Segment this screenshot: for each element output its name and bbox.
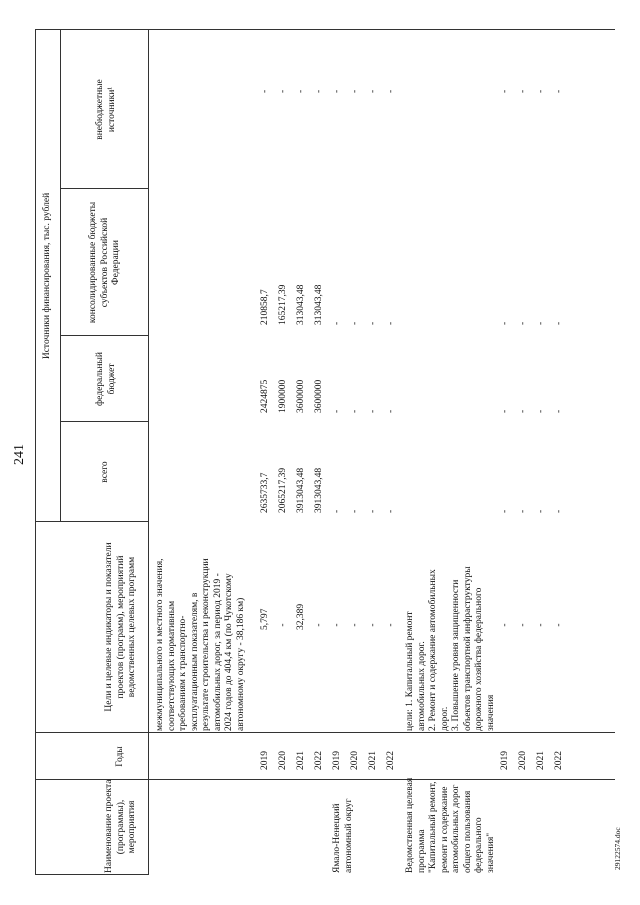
header-funding-sources: Источники финансирования, тыс. рублей — [42, 192, 52, 360]
program-goals: значения — [485, 694, 496, 731]
row-program-2022-extrabudget: - — [554, 89, 564, 93]
header-goals-indicators: ведомственных целевых программ — [127, 556, 137, 698]
row-yamal-2019-total: - — [332, 509, 342, 513]
header-federal-budget: бюджет — [106, 363, 117, 395]
header-regional-budgets: Федерации — [111, 240, 121, 285]
row-program-2021-regional: - — [536, 321, 546, 325]
row-yamal-2022-extrabudget: - — [386, 89, 396, 93]
header-left-border — [35, 874, 148, 875]
program-name: программа — [416, 829, 427, 873]
program-goals: автомобильных дорог. — [416, 641, 427, 731]
row-program-2022-federal: - — [554, 409, 564, 413]
program-goals: объектов транспортной инфраструктуры — [462, 566, 473, 731]
row-program-2020-regional: - — [518, 321, 528, 325]
row-block1-2022-federal: 3600000 — [314, 379, 324, 413]
sources-subheader-divider — [60, 30, 61, 522]
header-federal-budget: федеральный — [95, 352, 105, 406]
row-block1-2019-federal: 2424875 — [260, 379, 270, 413]
row-block1-2020-year: 2020 — [278, 751, 288, 770]
table-right-border — [35, 29, 615, 30]
program-name: значения" — [485, 832, 496, 873]
row-yamal-2020-indicator: - — [350, 623, 360, 627]
row-yamal-2020-federal: - — [350, 409, 360, 413]
row-yamal-2019-year: 2019 — [332, 751, 342, 770]
row-block1-2021-federal: 3600000 — [296, 379, 306, 413]
goal-description-text: эксплуатационным показателям, в — [189, 592, 200, 731]
goal-description-text: соответствующих нормативным — [166, 600, 177, 731]
row-program-2022-indicator: - — [554, 623, 564, 627]
row-block1-2019-indicator: 5,797 — [260, 608, 270, 630]
row-program-2022-year: 2022 — [554, 751, 564, 770]
row-yamal-2022-total: - — [386, 509, 396, 513]
row-program-2021-year: 2021 — [536, 751, 546, 770]
row-program-2019-federal: - — [500, 409, 510, 413]
header-goals-indicators: Цели и целевые индикаторы и показатели — [104, 542, 114, 712]
header-years: Годы — [115, 746, 125, 767]
row-yamal-2021-year: 2021 — [368, 751, 378, 770]
header-regional-budgets: субъектов Российской — [99, 217, 110, 308]
header-goals-indicators: проектов (программ), мероприятий — [115, 555, 126, 699]
row-yamal-2022-regional: - — [386, 321, 396, 325]
program-goals: дорог. — [439, 706, 450, 731]
row-yamal-2022-federal: - — [386, 409, 396, 413]
row-yamal-2019-extrabudget: - — [332, 89, 342, 93]
row-yamal-2021-regional: - — [368, 321, 378, 325]
row-program-2020-indicator: - — [518, 623, 528, 627]
goal-description-text: автомобильных дорог, за период 2019 - — [212, 573, 223, 731]
row-program-2021-total: - — [536, 509, 546, 513]
goal-description-text: 2024 годов до 404,4 км (по Чукотскому — [224, 573, 234, 731]
header-extrabudget-sources: внебюджетные — [95, 79, 105, 140]
page-number: 241 — [12, 444, 27, 465]
program-name: ремонт и содержание — [439, 786, 450, 873]
header-project-name: (программы), — [115, 799, 126, 855]
row-yamal-2021-federal: - — [368, 409, 378, 413]
program-name: федерального — [474, 817, 484, 873]
row-yamal-2019-regional: - — [332, 321, 342, 325]
row-program-2021-extrabudget: - — [536, 89, 546, 93]
row-block1-2021-regional: 313043,48 — [296, 284, 306, 325]
program-name: "Капитальный ремонт, — [428, 781, 438, 873]
program-name: Ведомственная целевая — [405, 777, 415, 873]
row-block1-2020-regional: 165217,39 — [278, 284, 288, 325]
row-program-2020-extrabudget: - — [518, 89, 528, 93]
header-extrabudget-sources: источники¹ — [106, 86, 117, 133]
region-yamal-nenets: автономный округ — [343, 798, 354, 873]
row-block1-2020-federal: 1900000 — [278, 379, 288, 413]
row-yamal-2021-extrabudget: - — [368, 89, 378, 93]
region-yamal-nenets: Ямало-Ненецкий — [332, 803, 342, 873]
row-block1-2019-year: 2019 — [260, 751, 270, 770]
header-regional-budgets: консолидированные бюджеты — [88, 201, 98, 324]
program-name: автомобильных дорог — [451, 784, 461, 873]
row-program-2019-regional: - — [500, 321, 510, 325]
row-block1-2022-year: 2022 — [314, 751, 324, 770]
row-program-2019-total: - — [500, 509, 510, 513]
row-block1-2021-total: 3913043,48 — [296, 467, 306, 513]
header-project-name: Наименование проекта — [104, 779, 114, 873]
goal-description-text: результате строительства и реконструкции — [201, 558, 211, 731]
row-program-2019-extrabudget: - — [500, 89, 510, 93]
header-project-name: мероприятия — [127, 800, 137, 854]
row-block1-2019-total: 2635733,7 — [260, 472, 270, 513]
row-block1-2022-indicator: - — [314, 623, 324, 627]
row-yamal-2020-year: 2020 — [350, 751, 360, 770]
header-bottom-border — [148, 30, 149, 875]
row-yamal-2019-indicator: - — [332, 623, 342, 627]
row-yamal-2022-year: 2022 — [386, 751, 396, 770]
row-yamal-2021-total: - — [368, 509, 378, 513]
row-block1-2019-extrabudget: - — [260, 89, 270, 93]
goal-description-text: межмуниципального и местного значения, — [155, 558, 165, 731]
column-divider-regional — [60, 335, 148, 336]
row-program-2022-total: - — [554, 509, 564, 513]
row-yamal-2022-indicator: - — [386, 623, 396, 627]
row-program-2021-federal: - — [536, 409, 546, 413]
row-block1-2020-extrabudget: - — [278, 89, 288, 93]
column-divider-total — [35, 521, 148, 522]
row-block1-2022-extrabudget: - — [314, 89, 324, 93]
program-name: общего пользования — [462, 790, 473, 873]
row-block1-2020-indicator: - — [278, 623, 288, 627]
row-program-2021-indicator: - — [536, 623, 546, 627]
row-block1-2021-year: 2021 — [296, 751, 306, 770]
column-divider-years — [35, 779, 615, 780]
column-divider-federal — [60, 421, 148, 422]
program-goals: 2. Ремонт и содержание автомобильных — [428, 569, 438, 731]
table-border-top — [35, 30, 36, 875]
row-yamal-2021-indicator: - — [368, 623, 378, 627]
goal-description-text: автономному округу - 38,186 км) — [235, 597, 246, 731]
header-total: всего — [100, 461, 110, 483]
document-id: 29122574.doc — [613, 827, 622, 870]
row-block1-2022-total: 3913043,48 — [314, 467, 324, 513]
row-program-2020-federal: - — [518, 409, 528, 413]
row-block1-2020-total: 2065217,39 — [278, 467, 288, 513]
row-yamal-2020-extrabudget: - — [350, 89, 360, 93]
row-block1-2021-extrabudget: - — [296, 89, 306, 93]
row-block1-2019-regional: 210858,7 — [260, 289, 270, 325]
program-goals: цели: 1. Капитальный ремонт — [405, 611, 415, 731]
row-program-2019-indicator: - — [500, 623, 510, 627]
row-block1-2022-regional: 313043,48 — [314, 284, 324, 325]
row-program-2019-year: 2019 — [500, 751, 510, 770]
row-program-2020-total: - — [518, 509, 528, 513]
column-divider-extrabudget — [60, 188, 148, 189]
program-goals: 3. Повышение уровня защищенности — [451, 579, 461, 731]
goal-description-text: требованиям к транспортно- — [178, 615, 188, 731]
row-block1-2021-indicator: 32,389 — [296, 603, 306, 630]
row-program-2022-regional: - — [554, 321, 564, 325]
row-program-2020-year: 2020 — [518, 751, 528, 770]
column-divider-goals — [35, 732, 615, 733]
row-yamal-2019-federal: - — [332, 409, 342, 413]
program-goals: дорожного хозяйства федерального — [474, 587, 484, 731]
row-yamal-2020-total: - — [350, 509, 360, 513]
row-yamal-2020-regional: - — [350, 321, 360, 325]
